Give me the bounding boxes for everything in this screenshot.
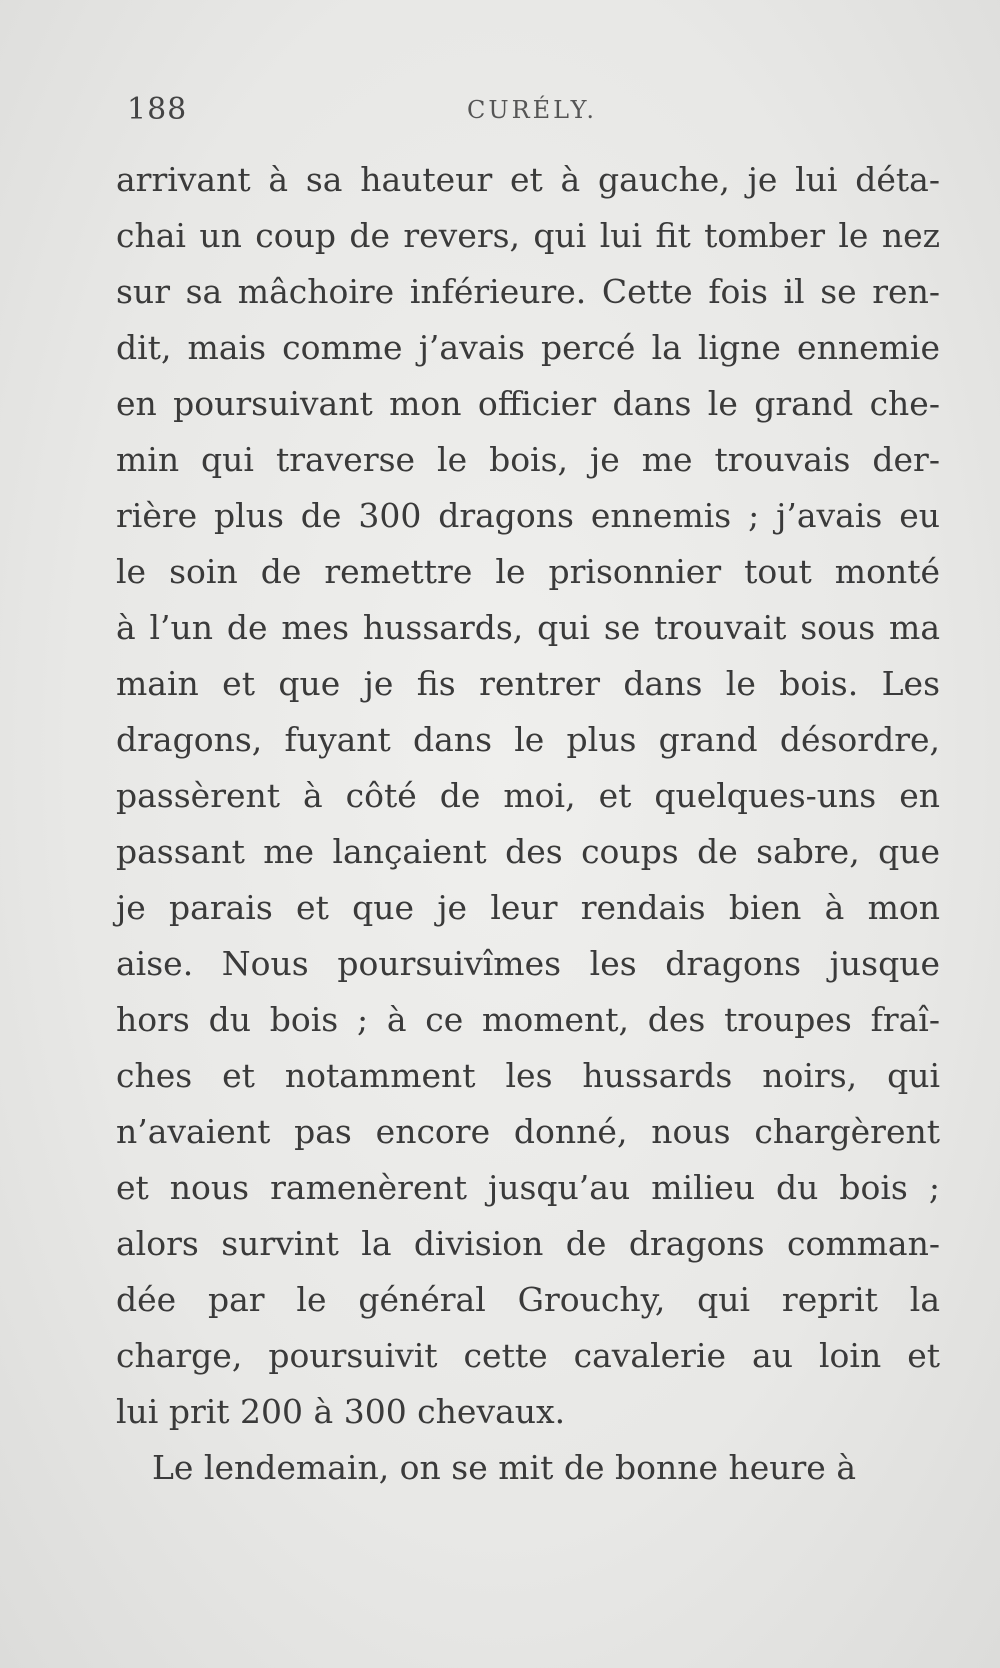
body-text [116, 152, 940, 1496]
text-line: à l’un de mes hussards, qui se trouvait sous ma [116, 608, 940, 647]
text-line: arrivant à sa hauteur et à gauche, je lui déta- [116, 160, 940, 199]
text-line: dit, mais comme j’avais percé la ligne ennemie [116, 328, 940, 367]
text-line: dée par le général Grouchy, qui reprit la [116, 1280, 940, 1319]
text-line: aise. Nous poursuivîmes les dragons jusque [116, 944, 940, 983]
paragraph-start-line: Le lendemain, on se mit de bonne heure à [152, 1448, 857, 1487]
running-title: CURÉLY. [467, 96, 597, 124]
text-line: passèrent à côté de moi, et quelques-uns en [116, 776, 940, 815]
text-line: passant me lançaient des coups de sabre, que [116, 832, 940, 871]
text-line: main et que je fis rentrer dans le bois. Les [116, 664, 940, 703]
text-line: en poursuivant mon officier dans le grand che- [116, 384, 940, 423]
text-line: dragons, fuyant dans le plus grand désordre, [116, 720, 940, 759]
text-line: je parais et que je leur rendais bien à mon [116, 888, 940, 927]
text-line: le soin de remettre le prisonnier tout monté [116, 552, 940, 591]
text-line: rière plus de 300 dragons ennemis ; j’avais eu [116, 496, 940, 535]
text-line: hors du bois ; à ce moment, des troupes fraî- [116, 1000, 940, 1039]
text-line: chai un coup de revers, qui lui fit tomber le nez [116, 216, 940, 255]
paragraph-end-line: lui prit 200 à 300 chevaux. [116, 1392, 566, 1431]
running-head [127, 92, 932, 132]
text-line: sur sa mâchoire inférieure. Cette fois il se ren- [116, 272, 940, 311]
text-line: n’avaient pas encore donné, nous chargèrent [116, 1112, 940, 1151]
page-number: 188 [127, 92, 188, 127]
text-line: et nous ramenèrent jusqu’au milieu du bois ; [116, 1168, 940, 1207]
text-line: ches et notamment les hussards noirs, qui [116, 1056, 940, 1095]
text-line: alors survint la division de dragons comman- [116, 1224, 940, 1263]
text-line: charge, poursuivit cette cavalerie au loin et [116, 1336, 940, 1375]
text-line: min qui traverse le bois, je me trouvais der- [116, 440, 940, 479]
